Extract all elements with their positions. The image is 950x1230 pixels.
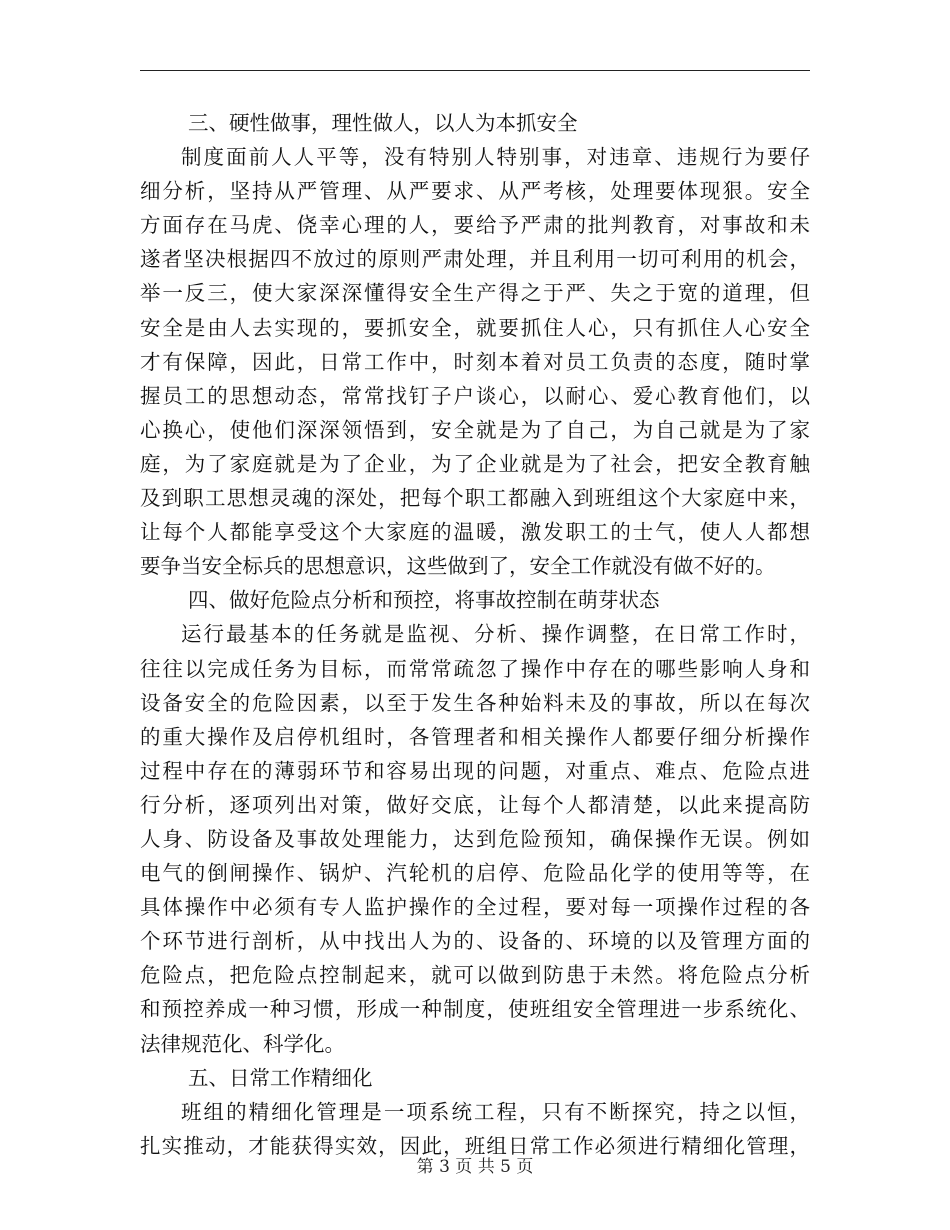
footer-suffix: 页 — [516, 1157, 534, 1177]
footer-page-number: 3 — [439, 1157, 450, 1177]
body-text-line: 法律规范化、科学化。 — [140, 1031, 345, 1056]
body-text-line: 才有保障，因此，日常工作中，时刻本着对员工负责的态度，随时掌 — [140, 349, 810, 374]
body-text-line: 具体操作中必须有专人监护操作的全过程，要对每一项操作过程的各 — [140, 895, 810, 920]
footer-prefix: 第 — [416, 1157, 434, 1177]
body-text-line: 要争当安全标兵的思想意识，这些做到了，安全工作就没有做不好的。 — [140, 554, 776, 579]
body-text-line: 和预控养成一种习惯，形成一种制度，使班组安全管理进一步系统化、 — [140, 997, 810, 1022]
body-text-line: 个环节进行剖析，从中找出人为的、设备的、环境的以及管理方面的 — [140, 929, 810, 954]
body-text-line: 心换心，使他们深深领悟到，安全就是为了自己，为自己就是为了家 — [140, 417, 810, 442]
body-text-line: 让每个人都能享受这个大家庭的温暖，激发职工的士气，使人人都想 — [140, 520, 810, 545]
body-text-line: 电气的倒闸操作、锅炉、汽轮机的启停、危险品化学的使用等等，在 — [140, 861, 810, 886]
body-text-line: 往往以完成任务为目标，而常常疏忽了操作中存在的哪些影响人身和 — [140, 656, 810, 681]
document-body — [140, 106, 810, 1163]
body-text-line: 及到职工思想灵魂的深处，把每个职工都融入到班组这个大家庭中来， — [140, 486, 810, 511]
body-text-line: 制度面前人人平等，没有特别人特别事，对违章、违规行为要仔 — [181, 145, 810, 170]
footer-total-pages: 5 — [500, 1157, 511, 1177]
header-rule — [140, 70, 810, 71]
footer-middle: 页 共 — [455, 1157, 495, 1177]
body-text-line: 行分析，逐项列出对策，做好交底，让每个人都清楚，以此来提高防 — [140, 792, 810, 817]
body-text-line: 人身、防设备及事故处理能力，达到危险预知，确保操作无误。例如 — [140, 826, 810, 851]
body-text-line: 举一反三，使大家深深懂得安全生产得之于严、失之于宽的道理，但 — [140, 281, 810, 306]
body-text-line: 方面存在马虎、侥幸心理的人，要给予严肃的批判教育，对事故和未 — [140, 213, 810, 238]
section-heading: 五、日常工作精细化 — [188, 1065, 373, 1090]
page-footer — [0, 1152, 950, 1177]
body-text-line: 的重大操作及启停机组时，各管理者和相关操作人都要仔细分析操作 — [140, 724, 810, 749]
body-text-line: 运行最基本的任务就是监视、分析、操作调整，在日常工作时， — [181, 622, 810, 647]
body-text-line: 班组的精细化管理是一项系统工程，只有不断探究，持之以恒， — [181, 1099, 810, 1124]
body-text-line: 庭，为了家庭就是为了企业，为了企业就是为了社会，把安全教育触 — [140, 451, 810, 476]
body-text-line: 设备安全的危险因素，以至于发生各种始料未及的事故，所以在每次 — [140, 690, 810, 715]
body-text-line: 扎实推动，才能获得实效，因此，班组日常工作必须进行精细化管理， — [140, 1133, 810, 1158]
body-text-line: 危险点，把危险点控制起来，就可以做到防患于未然。将危险点分析 — [140, 963, 810, 988]
body-text-line: 握员工的思想动态，常常找钉子户谈心，以耐心、爱心教育他们，以 — [140, 383, 810, 408]
section-heading: 四、做好危险点分析和预控，将事故控制在萌芽状态 — [188, 588, 660, 613]
body-text-line: 细分析，坚持从严管理、从严要求、从严考核，处理要体现狠。安全 — [140, 179, 810, 204]
section-heading: 三、硬性做事，理性做人，以人为本抓安全 — [188, 111, 578, 135]
body-text-line: 安全是由人去实现的，要抓安全，就要抓住人心，只有抓住人心安全 — [140, 315, 810, 340]
body-text-line: 过程中存在的薄弱环节和容易出现的问题，对重点、难点、危险点进 — [140, 758, 810, 783]
body-text-line: 遂者坚决根据四不放过的原则严肃处理，并且利用一切可利用的机会， — [140, 247, 810, 272]
